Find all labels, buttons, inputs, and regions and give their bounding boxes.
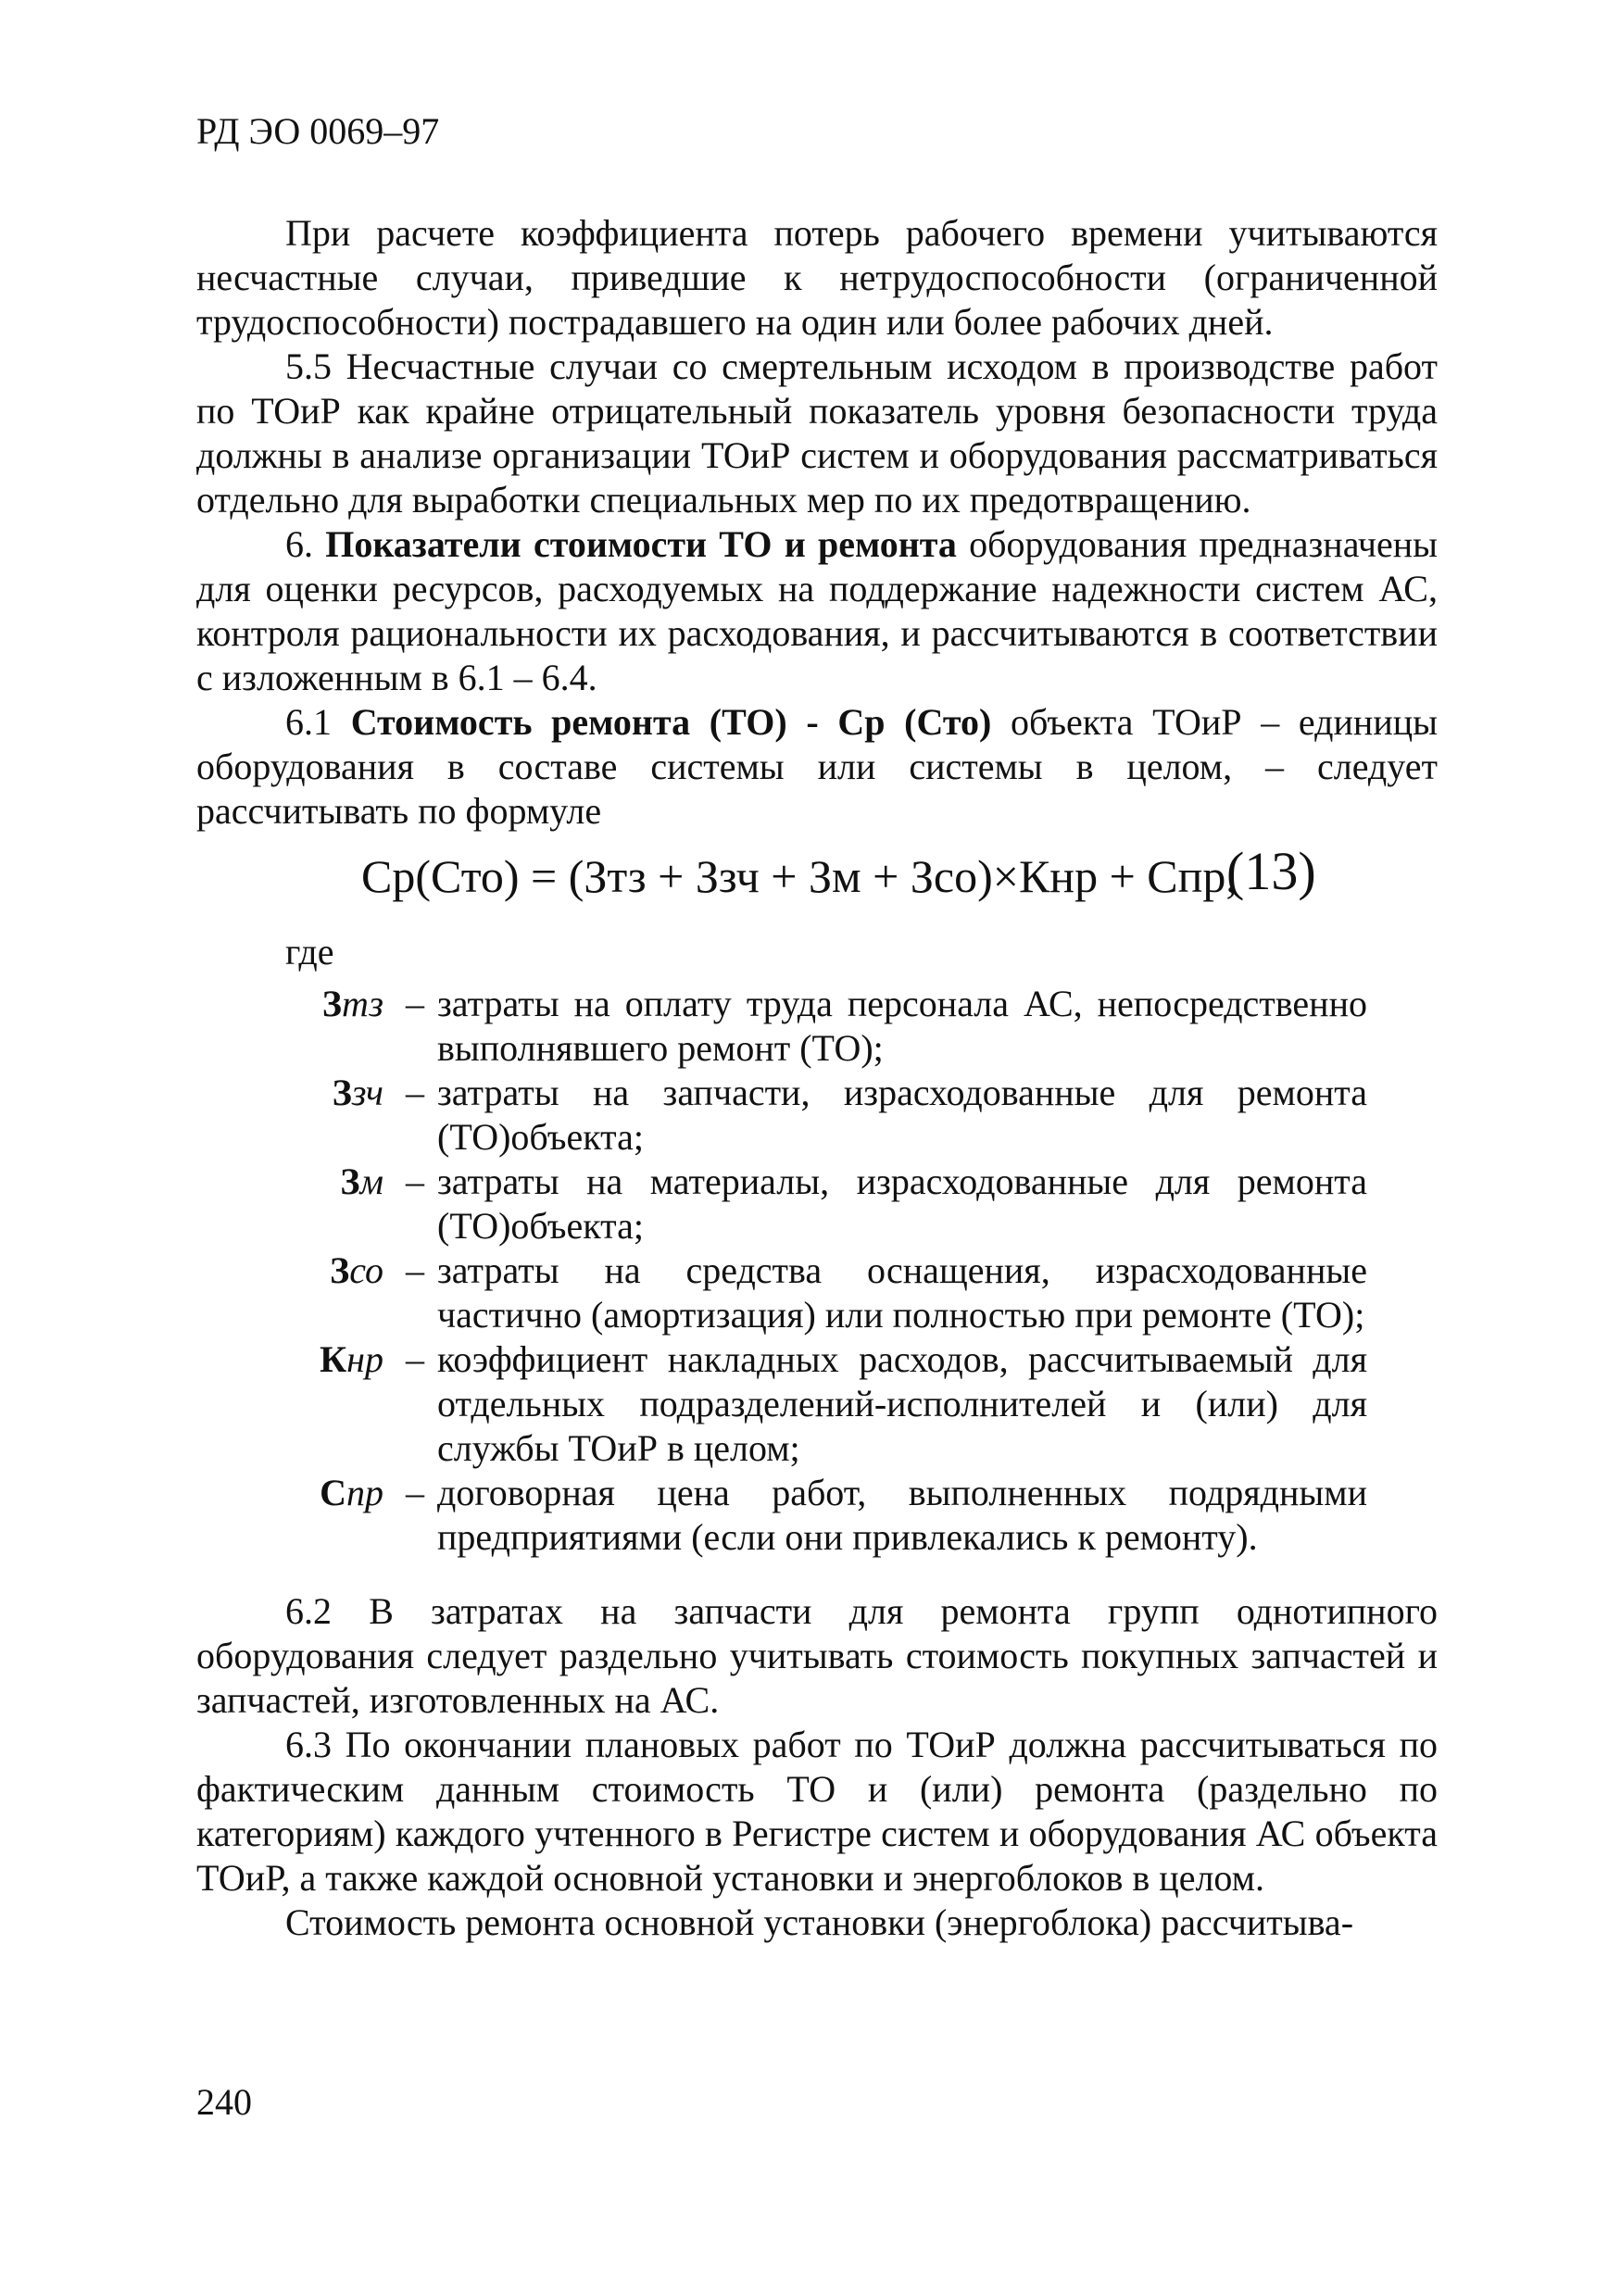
definition-symbol xyxy=(285,1071,393,1160)
definition-symbol-subscript: м xyxy=(359,1161,383,1202)
definition-dash: – xyxy=(406,1249,424,1291)
definition-dash: – xyxy=(406,1472,424,1513)
definition-symbol xyxy=(285,1160,393,1248)
definitions-list xyxy=(196,982,1438,1560)
definition-item xyxy=(285,1337,1438,1471)
page-number: 240 xyxy=(196,2081,252,2123)
document-body xyxy=(196,211,1438,1945)
paragraph-6-1-bold: Стоимость ремонта (ТО) - Ср (Сто) xyxy=(350,701,992,743)
definition-symbol xyxy=(285,1248,393,1337)
formula-expression xyxy=(361,848,1238,904)
definition-text: договорная цена работ, выполненных подрядными предприятиями (если они привлекались к ремонту). xyxy=(437,1472,1367,1558)
paragraph-6-1 xyxy=(196,700,1438,834)
paragraph-6 xyxy=(196,522,1438,700)
formula-number: (13) xyxy=(1226,841,1316,901)
where-label: где xyxy=(285,931,334,972)
paragraph-6-rest: оборудования предназначены для оценки ресурсов, расходуемых на поддержание надежности систем АС, контроля рациональности их расходования, и рассчитываются в соответствии с изложенным в 6.1 – 6.4. xyxy=(196,523,1439,698)
definition-symbol-subscript: со xyxy=(349,1249,383,1291)
definition-dash: – xyxy=(406,1338,424,1380)
paragraph-6-1-prefix: 6.1 xyxy=(285,701,351,743)
definition-symbol xyxy=(285,1337,393,1471)
paragraph-6-bold: Показатели стоимости ТО и ремонта xyxy=(325,523,957,565)
definition-symbol-subscript: зч xyxy=(351,1072,383,1113)
paragraph-5-5: 5.5 Несчастные случаи со смертельным исходом в производстве работ по ТОиР как крайне отрицательный показатель уровня безопасности труда должны в анализе организации ТОиР систем и оборудования рассматриваться отдельно для выработки специальных мер по их предотвращению. xyxy=(196,345,1438,521)
definition-symbol-base: К xyxy=(320,1338,347,1380)
definition-text: коэффициент накладных расходов, рассчитываемый для отдельных подразделений-исполнителей и (или) для службы ТОиР в целом; xyxy=(437,1338,1367,1469)
definition-symbol-base: С xyxy=(320,1472,346,1513)
paragraph-6-3: 6.3 По окончании плановых работ по ТОиР должна рассчитываться по фактическим данным стоимость ТО и (или) ремонта (раздельно по категориям) каждого учтенного в Регистре систем и оборудования АС объекта ТОиР, а также каждой основной установки и энергоблоков в целом. xyxy=(196,1724,1438,1899)
definition-symbol-base: З xyxy=(321,983,343,1024)
definition-item xyxy=(285,1248,1438,1337)
definition-item xyxy=(285,982,1438,1071)
definition-item xyxy=(285,1071,1438,1160)
definition-symbol-subscript: пр xyxy=(346,1472,383,1513)
definition-symbol xyxy=(285,982,393,1071)
definition-dash: – xyxy=(406,983,424,1024)
definition-item xyxy=(285,1471,1438,1560)
document-header: РД ЭО 0069–97 xyxy=(196,110,440,152)
definition-symbol-subscript: нр xyxy=(346,1338,383,1380)
formula-13 xyxy=(196,839,1438,924)
paragraph-6-2: 6.2 В затратах на запчасти для ремонта групп однотипного оборудования следует раздельно учитывать стоимость покупных запчастей и запчастей, изготовленных на АС. xyxy=(196,1590,1438,1721)
definition-text: затраты на средства оснащения, израсходованные частично (амортизация) или полностью при ремонте (ТО); xyxy=(437,1249,1367,1336)
definition-text: затраты на материалы, израсходованные для ремонта (ТО)объекта; xyxy=(437,1161,1367,1247)
paragraph-continuation: Стоимость ремонта основной установки (энергоблока) рассчитыва- xyxy=(285,1901,1354,1943)
paragraph-6-1-rest: объекта ТОиР – единицы оборудования в составе системы или системы в целом, – следует рассчитывать по формуле xyxy=(196,701,1439,832)
definition-text: затраты на запчасти, израсходованные для ремонта (ТО)объекта; xyxy=(437,1072,1367,1158)
definition-dash: – xyxy=(406,1161,424,1202)
formula-text: Ср(Сто) = (Зтз + Ззч + Зм + Зсо)×Кнр + Спр, xyxy=(361,850,1238,902)
definition-symbol-base: З xyxy=(340,1161,360,1202)
paragraph-6-prefix: 6. xyxy=(285,523,326,565)
definition-symbol xyxy=(285,1471,393,1560)
definition-item xyxy=(285,1160,1438,1248)
paragraph-1: При расчете коэффициента потерь рабочего времени учитываются несчастные случаи, приведшие к нетрудоспособности (ограниченной трудоспособности) пострадавшего на один или более рабочих дней. xyxy=(196,212,1438,343)
definition-symbol-base: З xyxy=(332,1072,352,1113)
definition-text: затраты на оплату труда персонала АС, непосредственно выполнявшего ремонт (ТО); xyxy=(437,983,1367,1069)
definition-symbol-base: З xyxy=(330,1249,350,1291)
definition-dash: – xyxy=(406,1072,424,1113)
definition-symbol-subscript: тз xyxy=(342,983,383,1024)
